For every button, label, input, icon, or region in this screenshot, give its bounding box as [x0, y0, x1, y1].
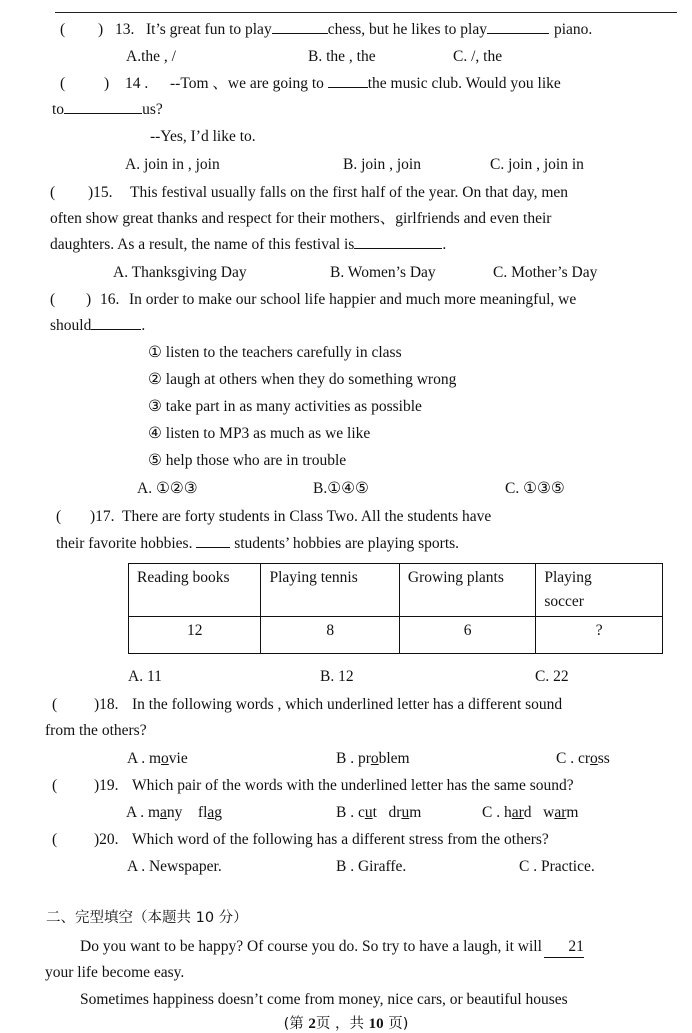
question-number: 16.	[100, 291, 120, 308]
option-a: A . movie	[127, 750, 188, 767]
paragraph-line: Do you want to be happy? Of course you do. So try to have a laugh, it will 21	[80, 937, 584, 958]
answer-paren-open: (	[52, 831, 58, 848]
answer-paren-open: (	[50, 184, 56, 201]
answer-paren-close: )	[104, 75, 110, 92]
question-text: It’s great fun to play chess, but he likes to play piano.	[146, 21, 593, 38]
table-cell: ?	[536, 617, 663, 654]
answer-blank	[354, 248, 442, 249]
question-text-cont: daughters. As a result, the name of this festival is .	[50, 236, 447, 253]
option-b: B.①④⑤	[313, 480, 369, 497]
answer-paren-open: (	[52, 777, 58, 794]
answer-paren-close: )18.	[94, 696, 119, 713]
table-header-cell: Growing plants	[399, 564, 535, 617]
answer-paren-close: )15.	[88, 184, 113, 201]
option-b: B. 12	[320, 668, 354, 685]
table-cell: 8	[261, 617, 399, 654]
option-a: A . Newspaper.	[127, 858, 222, 875]
list-item: ③ take part in as many activities as possible	[148, 398, 422, 415]
answer-paren-open: (	[52, 696, 58, 713]
table-header-cell: Playing tennis	[261, 564, 399, 617]
option-a: A. Thanksgiving Day	[113, 264, 247, 281]
option-c: C. ①③⑤	[505, 480, 565, 497]
question-text-cont: their favorite hobbies. students’ hobbies are playing sports.	[56, 535, 460, 552]
answer-paren-open: (	[60, 75, 66, 92]
option-c: C. join , join in	[490, 156, 584, 173]
answer-paren-open: (	[50, 291, 56, 308]
table-cell: 12	[129, 617, 261, 654]
table-cell: 6	[399, 617, 535, 654]
option-b: B . Giraffe.	[336, 858, 407, 875]
top-rule	[55, 12, 677, 13]
option-c: C. /, the	[453, 48, 503, 65]
answer-blank	[196, 547, 230, 548]
list-item: ④ listen to MP3 as much as we like	[148, 425, 371, 442]
option-b: B . problem	[336, 750, 410, 767]
question-text-cont: to us?	[52, 101, 163, 118]
table-header-cell: Reading books	[129, 564, 261, 617]
option-b: B. join , join	[343, 156, 421, 173]
answer-paren-open: (	[60, 21, 66, 38]
question-text: Which pair of the words with the underlined letter has the same sound?	[132, 777, 574, 794]
option-c: C. Mother’s Day	[493, 264, 598, 281]
question-text: In the following words , which underlined letter has a different sound	[132, 696, 563, 713]
question-number: 14 .	[125, 75, 149, 92]
option-c: C. 22	[535, 668, 569, 685]
list-item: ⑤ help those who are in trouble	[148, 452, 347, 469]
option-a: A.the , /	[126, 48, 176, 65]
question-text-cont: from the others?	[45, 722, 147, 739]
answer-blank	[91, 329, 141, 330]
answer-blank	[328, 87, 368, 88]
answer-paren-close: )17.	[90, 508, 115, 525]
paragraph-line: your life become easy.	[45, 964, 185, 981]
answer-paren-close: )19.	[94, 777, 119, 794]
question-text: There are forty students in Class Two. All the students have	[122, 508, 492, 525]
option-a: A. join in , join	[125, 156, 220, 173]
question-text: Which word of the following has a different stress from the others?	[132, 831, 549, 848]
paragraph-line: Sometimes happiness doesn’t come from money, nice cars, or beautiful houses	[80, 991, 568, 1008]
answer-blank	[64, 113, 142, 114]
hobbies-table	[128, 563, 663, 654]
answer-paren-close: )	[86, 291, 92, 308]
answer-paren-open: (	[56, 508, 62, 525]
option-a: A . many flag	[126, 804, 223, 821]
question-text-cont: should .	[50, 317, 146, 334]
option-c: C . hard warm	[482, 804, 579, 821]
dialogue-reply: --Yes, I’d like to.	[150, 128, 256, 145]
answer-blank	[487, 33, 549, 34]
page-total: 10	[368, 1016, 384, 1032]
answer-paren-close: )20.	[94, 831, 119, 848]
answer-blank	[272, 33, 328, 34]
option-a: A. ①②③	[137, 480, 198, 497]
page-footer: (第 2页 ，共 10 页)	[283, 1016, 409, 1032]
answer-paren-close: )	[98, 21, 104, 38]
page-number: 2	[308, 1016, 316, 1032]
cloze-blank-21: 21	[544, 937, 584, 958]
list-item: ② laugh at others when they do something wrong	[148, 371, 457, 388]
option-c: C . cross	[556, 750, 610, 767]
option-b: B. Women’s Day	[330, 264, 436, 281]
list-item: ① listen to the teachers carefully in class	[148, 344, 402, 361]
table-header-row	[129, 564, 663, 617]
option-a: A. 11	[128, 668, 162, 685]
question-number: 13.	[115, 21, 135, 38]
section-title: 二、完型填空（本题共 10 分）	[46, 910, 248, 926]
table-header-cell: Playing soccer	[536, 564, 663, 617]
table-row	[129, 617, 663, 654]
question-text: This festival usually falls on the first half of the year. On that day, men	[130, 184, 569, 201]
question-text-cont: often show great thanks and respect for their mothers、girlfriends and even their	[50, 210, 552, 227]
option-c: C . Practice.	[519, 858, 595, 875]
question-text: In order to make our school life happier and much more meaningful, we	[129, 291, 577, 308]
option-b: B . cut drum	[336, 804, 422, 821]
question-text: --Tom 、we are going to the music club. Would you like	[170, 75, 561, 92]
option-b: B. the , the	[308, 48, 376, 65]
